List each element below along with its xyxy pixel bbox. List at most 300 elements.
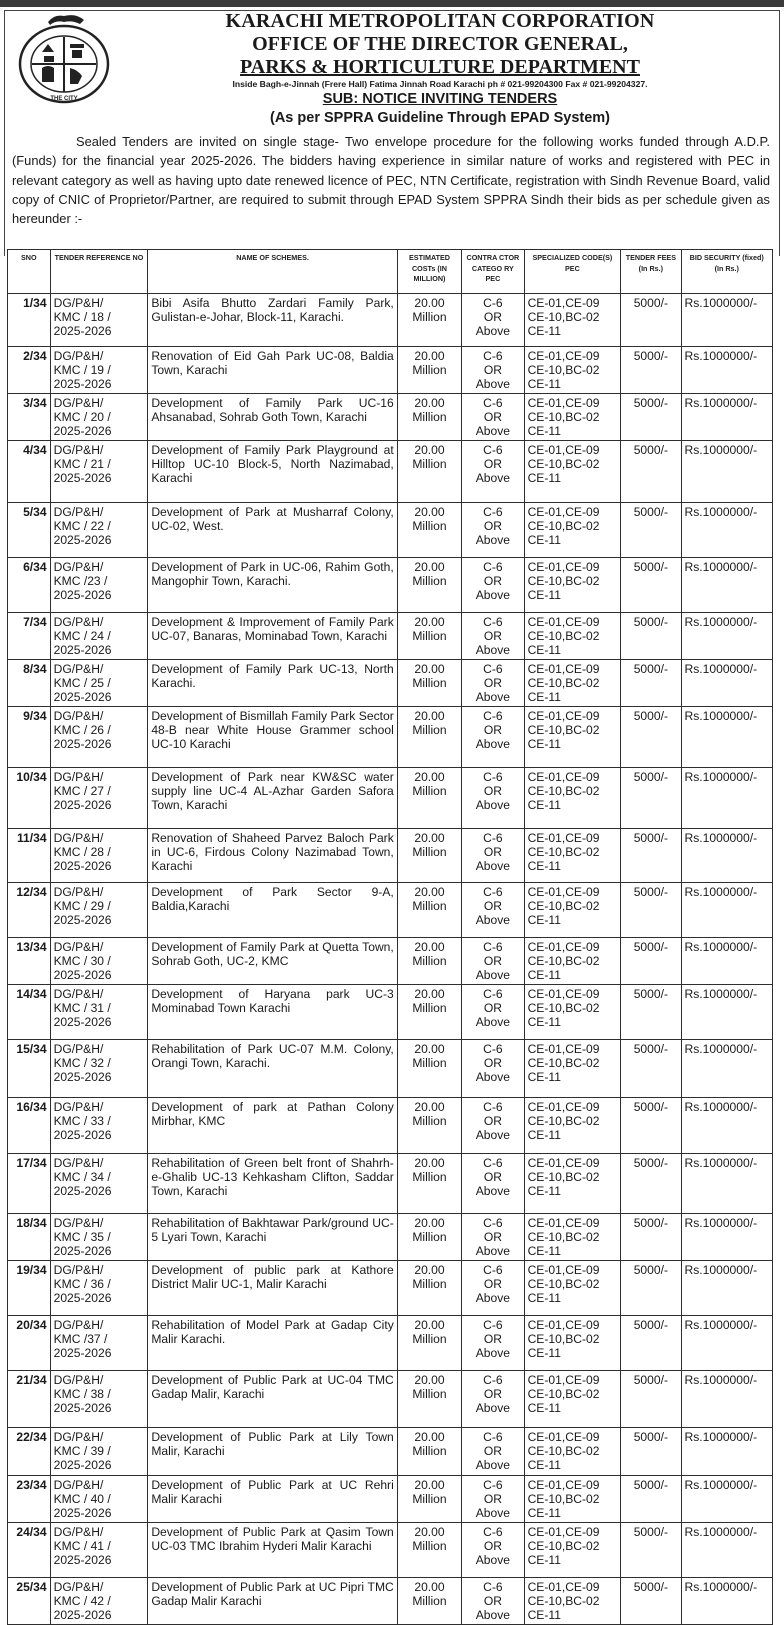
cell-estimated-cost bbox=[397, 1154, 461, 1214]
cell-estimated-cost bbox=[397, 613, 461, 660]
cell-reference bbox=[50, 1261, 148, 1316]
col-header-cost: ESTIMATED COSTs (IN MILLION) bbox=[397, 250, 461, 294]
cell-reference-line: 2025-2026 bbox=[53, 1070, 112, 1084]
cell-reference-line: KMC /37 / bbox=[53, 1332, 108, 1346]
cell-sno: 9/34 bbox=[8, 707, 51, 768]
cell-reference bbox=[50, 613, 148, 660]
col-header-category: CONTRA CTOR CATEGO RY PEC bbox=[462, 250, 524, 294]
cell-reference bbox=[50, 1578, 148, 1625]
cell-contractor-category bbox=[462, 1154, 524, 1214]
cell-contractor-category bbox=[462, 394, 524, 441]
cell-estimated-cost-line: Million bbox=[412, 1387, 447, 1401]
cell-specialized-codes-line: CE-10,BC-02 bbox=[527, 457, 600, 471]
cell-reference-line: 2025-2026 bbox=[53, 1184, 112, 1198]
cell-specialized-codes-line: CE-11 bbox=[527, 913, 561, 927]
cell-estimated-cost bbox=[397, 1371, 461, 1428]
cell-scheme-name: Development of Public Park at Qasim Town UC-03 TMC Ibrahim Hyderi Malir Karachi bbox=[148, 1523, 397, 1578]
cell-tender-fee: 5000/- bbox=[621, 1040, 681, 1098]
cell-contractor-category-line: C-6 bbox=[483, 1042, 503, 1056]
cell-bid-security: Rs.1000000/- bbox=[681, 1476, 773, 1523]
cell-contractor-category-line: OR bbox=[483, 1001, 502, 1015]
cell-reference bbox=[50, 707, 148, 768]
cell-contractor-category-line: Above bbox=[475, 913, 511, 927]
cell-reference bbox=[50, 1154, 148, 1214]
cell-estimated-cost bbox=[397, 707, 461, 768]
cell-contractor-category bbox=[462, 1476, 524, 1523]
cell-estimated-cost-line: Million bbox=[412, 1594, 447, 1608]
cell-reference bbox=[50, 503, 148, 558]
cell-reference-line: KMC / 40 / bbox=[53, 1492, 111, 1506]
cell-reference-line: DG/P&H/ bbox=[53, 709, 104, 723]
cell-estimated-cost-line: 20.00 bbox=[414, 1042, 445, 1056]
cell-contractor-category bbox=[462, 1261, 524, 1316]
cell-specialized-codes-line: CE-01,CE-09 bbox=[527, 1525, 600, 1539]
cell-sno: 12/34 bbox=[8, 883, 51, 938]
cell-bid-security: Rs.1000000/- bbox=[681, 985, 773, 1040]
cell-reference-line: KMC / 33 / bbox=[53, 1114, 111, 1128]
cell-sno: 24/34 bbox=[8, 1523, 51, 1578]
cell-estimated-cost-line: Million bbox=[412, 845, 447, 859]
cell-bid-security: Rs.1000000/- bbox=[681, 1316, 773, 1371]
cell-estimated-cost bbox=[397, 1214, 461, 1261]
cell-scheme-name: Bibi Asifa Bhutto Zardari Family Park, Gulistan-e-Johar, Block-11, Karachi. bbox=[148, 294, 397, 347]
cell-specialized-codes bbox=[524, 503, 621, 558]
cell-reference-line: 2025-2026 bbox=[53, 690, 112, 704]
cell-specialized-codes bbox=[524, 1214, 621, 1261]
cell-sno: 17/34 bbox=[8, 1154, 51, 1214]
table-row bbox=[8, 1040, 773, 1098]
cell-contractor-category-line: Above bbox=[475, 1015, 511, 1029]
tender-table bbox=[7, 249, 773, 1625]
cell-specialized-codes bbox=[524, 768, 621, 829]
cell-specialized-codes-line: CE-11 bbox=[527, 1553, 561, 1567]
cell-bid-security: Rs.1000000/- bbox=[681, 768, 773, 829]
cell-reference-line: 2025-2026 bbox=[53, 1244, 112, 1258]
cell-contractor-category bbox=[462, 1316, 524, 1371]
cell-specialized-codes bbox=[524, 613, 621, 660]
table-row bbox=[8, 1316, 773, 1371]
cell-tender-fee: 5000/- bbox=[621, 1371, 681, 1428]
cell-reference-line: 2025-2026 bbox=[53, 533, 112, 547]
cell-specialized-codes-line: CE-10,BC-02 bbox=[527, 1114, 600, 1128]
table-row bbox=[8, 1098, 773, 1154]
cell-contractor-category-line: OR bbox=[483, 1444, 502, 1458]
cell-tender-fee: 5000/- bbox=[621, 294, 681, 347]
cell-reference-line: KMC / 25 / bbox=[53, 676, 111, 690]
table-row bbox=[8, 768, 773, 829]
cell-specialized-codes-line: CE-01,CE-09 bbox=[527, 662, 600, 676]
table-row bbox=[8, 1154, 773, 1214]
cell-contractor-category-line: OR bbox=[483, 784, 502, 798]
cell-specialized-codes-line: CE-01,CE-09 bbox=[527, 349, 600, 363]
cell-scheme-name: Development of Public Park at UC Pipri TMC Gadap Malir Karachi bbox=[148, 1578, 397, 1625]
cell-contractor-category-line: C-6 bbox=[483, 1478, 503, 1492]
cell-specialized-codes-line: CE-10,BC-02 bbox=[527, 1277, 600, 1291]
cell-specialized-codes bbox=[524, 294, 621, 347]
cell-contractor-category-line: C-6 bbox=[483, 396, 503, 410]
cell-reference-line: 2025-2026 bbox=[53, 1015, 112, 1029]
cell-contractor-category-line: OR bbox=[483, 310, 502, 324]
cell-specialized-codes bbox=[524, 1098, 621, 1154]
cell-specialized-codes-line: CE-01,CE-09 bbox=[527, 1263, 600, 1277]
cell-reference-line: KMC / 24 / bbox=[53, 629, 111, 643]
cell-reference bbox=[50, 1040, 148, 1098]
cell-specialized-codes-line: CE-11 bbox=[527, 1291, 561, 1305]
cell-scheme-name: Renovation of Eid Gah Park UC-08, Baldia Town, Karachi bbox=[148, 347, 397, 394]
table-row bbox=[8, 883, 773, 938]
cell-estimated-cost-line: 20.00 bbox=[414, 615, 445, 629]
cell-contractor-category-line: C-6 bbox=[483, 443, 503, 457]
cell-scheme-name: Development of Park at Musharraf Colony, UC-02, West. bbox=[148, 503, 397, 558]
cell-specialized-codes-line: CE-01,CE-09 bbox=[527, 396, 600, 410]
intro-text: Sealed Tenders are invited on single stage- Two envelope procedure for the following works funded through A.D.P. (Funds) for the financial year 2025-2026. The bidders having experience in similar nature of works and registered with PEC in relevant category as well as having upto date renewed licence of PEC, NTN Certificate, registration with Sindh Revenue Board, valid copy of CNIC of Proprietor/Partner, are required to submit through EPAD System SPPRA Sindh their bids as per schedule given as hereunder :- bbox=[12, 134, 770, 227]
cell-reference-line: DG/P&H/ bbox=[53, 1100, 104, 1114]
cell-sno: 15/34 bbox=[8, 1040, 51, 1098]
cell-specialized-codes-line: CE-01,CE-09 bbox=[527, 831, 600, 845]
cell-specialized-codes-line: CE-01,CE-09 bbox=[527, 615, 600, 629]
cell-tender-fee: 5000/- bbox=[621, 1316, 681, 1371]
table-row bbox=[8, 1523, 773, 1578]
cell-specialized-codes-line: CE-10,BC-02 bbox=[527, 1444, 600, 1458]
cell-contractor-category-line: OR bbox=[483, 519, 502, 533]
cell-tender-fee: 5000/- bbox=[621, 1523, 681, 1578]
cell-estimated-cost bbox=[397, 768, 461, 829]
cell-sno: 19/34 bbox=[8, 1261, 51, 1316]
cell-reference-line: KMC / 29 / bbox=[53, 899, 111, 913]
cell-specialized-codes-line: CE-10,BC-02 bbox=[527, 574, 600, 588]
cell-reference-line: KMC / 31 / bbox=[53, 1001, 111, 1015]
cell-specialized-codes bbox=[524, 660, 621, 707]
cell-reference bbox=[50, 1316, 148, 1371]
cell-reference-line: KMC / 32 / bbox=[53, 1056, 111, 1070]
cell-specialized-codes-line: CE-01,CE-09 bbox=[527, 1478, 600, 1492]
cell-specialized-codes bbox=[524, 883, 621, 938]
cell-tender-fee: 5000/- bbox=[621, 1214, 681, 1261]
cell-reference bbox=[50, 1098, 148, 1154]
cell-reference-line: DG/P&H/ bbox=[53, 296, 104, 310]
cell-reference-line: KMC / 19 / bbox=[53, 363, 111, 377]
cell-sno: 25/34 bbox=[8, 1578, 51, 1625]
cell-sno: 14/34 bbox=[8, 985, 51, 1040]
cell-estimated-cost bbox=[397, 1476, 461, 1523]
cell-estimated-cost bbox=[397, 938, 461, 985]
cell-contractor-category-line: C-6 bbox=[483, 1100, 503, 1114]
cell-bid-security: Rs.1000000/- bbox=[681, 441, 773, 503]
cell-reference bbox=[50, 985, 148, 1040]
cell-contractor-category bbox=[462, 707, 524, 768]
cell-reference bbox=[50, 441, 148, 503]
cell-contractor-category-line: Above bbox=[475, 798, 511, 812]
cell-scheme-name: Development of Bismillah Family Park Sector 48-B near White House Grammer school UC-10 Karachi bbox=[148, 707, 397, 768]
cell-specialized-codes-line: CE-10,BC-02 bbox=[527, 1594, 600, 1608]
cell-bid-security: Rs.1000000/- bbox=[681, 1040, 773, 1098]
table-row bbox=[8, 613, 773, 660]
cell-reference bbox=[50, 829, 148, 883]
cell-estimated-cost-line: Million bbox=[412, 1492, 447, 1506]
cell-specialized-codes bbox=[524, 1523, 621, 1578]
cell-reference-line: DG/P&H/ bbox=[53, 1525, 104, 1539]
cell-specialized-codes bbox=[524, 985, 621, 1040]
cell-specialized-codes-line: CE-01,CE-09 bbox=[527, 1216, 600, 1230]
cell-estimated-cost bbox=[397, 1098, 461, 1154]
cell-sno: 11/34 bbox=[8, 829, 51, 883]
cell-estimated-cost-line: Million bbox=[412, 629, 447, 643]
cell-specialized-codes-line: CE-01,CE-09 bbox=[527, 770, 600, 784]
cell-reference-line: 2025-2026 bbox=[53, 913, 112, 927]
cell-contractor-category bbox=[462, 1040, 524, 1098]
cell-specialized-codes bbox=[524, 394, 621, 441]
cell-scheme-name: Development of Public Park at Lily Town Malir, Karachi bbox=[148, 1428, 397, 1476]
cell-reference bbox=[50, 938, 148, 985]
cell-estimated-cost-line: Million bbox=[412, 1001, 447, 1015]
kmc-seal-logo bbox=[14, 12, 114, 104]
cell-estimated-cost-line: Million bbox=[412, 954, 447, 968]
cell-reference-line: KMC / 26 / bbox=[53, 723, 111, 737]
cell-estimated-cost-line: 20.00 bbox=[414, 662, 445, 676]
table-row bbox=[8, 394, 773, 441]
cell-sno: 13/34 bbox=[8, 938, 51, 985]
cell-contractor-category-line: C-6 bbox=[483, 1525, 503, 1539]
cell-contractor-category-line: OR bbox=[483, 1492, 502, 1506]
address-line: Inside Bagh-e-Jinnah (Frere Hall) Fatima Jinnah Road Karachi ph # 021-99204300 Fax # 021-99204327. bbox=[232, 79, 648, 89]
cell-reference bbox=[50, 1476, 148, 1523]
cell-reference bbox=[50, 347, 148, 394]
cell-contractor-category bbox=[462, 829, 524, 883]
cell-estimated-cost bbox=[397, 1316, 461, 1371]
table-row bbox=[8, 347, 773, 394]
col-header-sno: SNO bbox=[8, 250, 51, 294]
cell-specialized-codes-line: CE-11 bbox=[527, 471, 561, 485]
cell-tender-fee: 5000/- bbox=[621, 613, 681, 660]
cell-scheme-name: Rehabilitation of Green belt front of Shahrh-e-Ghalib UC-13 Kehkasham Clifton, Saddar Town, Karachi bbox=[148, 1154, 397, 1214]
cell-specialized-codes-line: CE-10,BC-02 bbox=[527, 899, 600, 913]
cell-contractor-category bbox=[462, 938, 524, 985]
cell-bid-security: Rs.1000000/- bbox=[681, 394, 773, 441]
cell-estimated-cost bbox=[397, 1040, 461, 1098]
cell-sno: 10/34 bbox=[8, 768, 51, 829]
cell-sno: 18/34 bbox=[8, 1214, 51, 1261]
cell-scheme-name: Development of Public Park at UC Rehri Malir Karachi bbox=[148, 1476, 397, 1523]
cell-contractor-category-line: OR bbox=[483, 410, 502, 424]
department-title: PARKS & HORTICULTURE DEPARTMENT bbox=[240, 56, 640, 78]
cell-reference-line: KMC / 18 / bbox=[53, 310, 111, 324]
cell-specialized-codes bbox=[524, 829, 621, 883]
cell-specialized-codes bbox=[524, 1261, 621, 1316]
cell-estimated-cost bbox=[397, 394, 461, 441]
cell-contractor-category-line: Above bbox=[475, 1128, 511, 1142]
cell-scheme-name: Development of Public Park at UC-04 TMC Gadap Malir, Karachi bbox=[148, 1371, 397, 1428]
cell-reference-line: 2025-2026 bbox=[53, 471, 112, 485]
cell-estimated-cost-line: Million bbox=[412, 574, 447, 588]
cell-scheme-name: Development of Park Sector 9-A, Baldia,Karachi bbox=[148, 883, 397, 938]
cell-contractor-category-line: OR bbox=[483, 845, 502, 859]
cell-estimated-cost-line: 20.00 bbox=[414, 1525, 445, 1539]
cell-contractor-category bbox=[462, 883, 524, 938]
cell-estimated-cost-line: Million bbox=[412, 1170, 447, 1184]
cell-specialized-codes-line: CE-10,BC-02 bbox=[527, 1332, 600, 1346]
cell-bid-security: Rs.1000000/- bbox=[681, 1261, 773, 1316]
cell-specialized-codes-line: CE-01,CE-09 bbox=[527, 1580, 600, 1594]
cell-tender-fee: 5000/- bbox=[621, 707, 681, 768]
cell-contractor-category-line: Above bbox=[475, 859, 511, 873]
cell-bid-security: Rs.1000000/- bbox=[681, 707, 773, 768]
cell-contractor-category-line: Above bbox=[475, 1291, 511, 1305]
cell-estimated-cost-line: Million bbox=[412, 1332, 447, 1346]
cell-specialized-codes-line: CE-11 bbox=[527, 1244, 561, 1258]
cell-contractor-category-line: Above bbox=[475, 471, 511, 485]
cell-specialized-codes bbox=[524, 441, 621, 503]
cell-scheme-name: Development of Park in UC-06, Rahim Goth, Mangophir Town, Karachi. bbox=[148, 558, 397, 613]
cell-contractor-category-line: C-6 bbox=[483, 1318, 503, 1332]
cell-reference-line: 2025-2026 bbox=[53, 968, 112, 982]
cell-contractor-category bbox=[462, 503, 524, 558]
cell-specialized-codes-line: CE-01,CE-09 bbox=[527, 1430, 600, 1444]
cell-specialized-codes-line: CE-10,BC-02 bbox=[527, 1387, 600, 1401]
cell-reference-line: 2025-2026 bbox=[53, 1608, 112, 1622]
cell-estimated-cost-line: Million bbox=[412, 1277, 447, 1291]
cell-bid-security: Rs.1000000/- bbox=[681, 1154, 773, 1214]
cell-tender-fee: 5000/- bbox=[621, 1098, 681, 1154]
cell-estimated-cost-line: Million bbox=[412, 723, 447, 737]
cell-reference-line: 2025-2026 bbox=[53, 859, 112, 873]
table-row bbox=[8, 660, 773, 707]
cell-specialized-codes-line: CE-11 bbox=[527, 859, 561, 873]
cell-contractor-category bbox=[462, 294, 524, 347]
cell-scheme-name: Rehabilitation of Model Park at Gadap City Malir Karachi. bbox=[148, 1316, 397, 1371]
cell-sno: 2/34 bbox=[8, 347, 51, 394]
cell-contractor-category bbox=[462, 1098, 524, 1154]
cell-specialized-codes-line: CE-10,BC-02 bbox=[527, 629, 600, 643]
cell-contractor-category-line: OR bbox=[483, 1230, 502, 1244]
cell-reference-line: 2025-2026 bbox=[53, 1401, 112, 1415]
cell-contractor-category-line: Above bbox=[475, 1401, 511, 1415]
cell-tender-fee: 5000/- bbox=[621, 768, 681, 829]
cell-estimated-cost bbox=[397, 503, 461, 558]
cell-estimated-cost-line: 20.00 bbox=[414, 1263, 445, 1277]
top-border bbox=[0, 0, 784, 7]
cell-contractor-category-line: C-6 bbox=[483, 831, 503, 845]
cell-contractor-category-line: Above bbox=[475, 968, 511, 982]
cell-tender-fee: 5000/- bbox=[621, 1428, 681, 1476]
cell-estimated-cost bbox=[397, 1261, 461, 1316]
cell-estimated-cost-line: Million bbox=[412, 899, 447, 913]
col-header-codes: SPECIALIZED CODE(S) PEC bbox=[524, 250, 621, 294]
cell-contractor-category-line: Above bbox=[475, 1070, 511, 1084]
cell-specialized-codes-line: CE-01,CE-09 bbox=[527, 296, 600, 310]
cell-scheme-name: Development of Family Park Playground at Hilltop UC-10 Block-5, North Nazimabad, Karachi bbox=[148, 441, 397, 503]
cell-reference-line: KMC / 39 / bbox=[53, 1444, 111, 1458]
intro-paragraph bbox=[12, 132, 770, 228]
cell-specialized-codes-line: CE-11 bbox=[527, 690, 561, 704]
table-row bbox=[8, 294, 773, 347]
cell-contractor-category-line: OR bbox=[483, 629, 502, 643]
cell-tender-fee: 5000/- bbox=[621, 985, 681, 1040]
cell-estimated-cost bbox=[397, 1578, 461, 1625]
cell-reference bbox=[50, 394, 148, 441]
cell-sno: 7/34 bbox=[8, 613, 51, 660]
cell-reference-line: KMC / 28 / bbox=[53, 845, 111, 859]
cell-contractor-category-line: C-6 bbox=[483, 940, 503, 954]
cell-contractor-category bbox=[462, 613, 524, 660]
cell-specialized-codes-line: CE-01,CE-09 bbox=[527, 1156, 600, 1170]
cell-contractor-category-line: Above bbox=[475, 377, 511, 391]
cell-tender-fee: 5000/- bbox=[621, 1261, 681, 1316]
cell-specialized-codes-line: CE-11 bbox=[527, 1070, 561, 1084]
cell-reference-line: DG/P&H/ bbox=[53, 987, 104, 1001]
table-row bbox=[8, 829, 773, 883]
subject-line: SUB: NOTICE INVITING TENDERS bbox=[322, 91, 558, 107]
cell-specialized-codes bbox=[524, 1154, 621, 1214]
cell-contractor-category-line: C-6 bbox=[483, 709, 503, 723]
cell-specialized-codes bbox=[524, 1371, 621, 1428]
cell-sno: 4/34 bbox=[8, 441, 51, 503]
cell-reference-line: KMC / 36 / bbox=[53, 1277, 111, 1291]
col-header-scheme: NAME OF SCHEMES. bbox=[148, 250, 397, 294]
cell-estimated-cost-line: Million bbox=[412, 519, 447, 533]
cell-tender-fee: 5000/- bbox=[621, 660, 681, 707]
cell-specialized-codes-line: CE-10,BC-02 bbox=[527, 676, 600, 690]
cell-contractor-category-line: Above bbox=[475, 1244, 511, 1258]
cell-contractor-category-line: Above bbox=[475, 424, 511, 438]
cell-reference-line: 2025-2026 bbox=[53, 1458, 112, 1472]
cell-specialized-codes-line: CE-10,BC-02 bbox=[527, 410, 600, 424]
cell-specialized-codes bbox=[524, 1040, 621, 1098]
col-header-reference: TENDER REFERENCE NO bbox=[50, 250, 148, 294]
cell-reference-line: DG/P&H/ bbox=[53, 770, 104, 784]
cell-specialized-codes bbox=[524, 1476, 621, 1523]
cell-tender-fee: 5000/- bbox=[621, 441, 681, 503]
cell-estimated-cost-line: 20.00 bbox=[414, 1580, 445, 1594]
cell-reference-line: KMC / 20 / bbox=[53, 410, 111, 424]
cell-estimated-cost bbox=[397, 347, 461, 394]
table-row bbox=[8, 503, 773, 558]
cell-sno: 6/34 bbox=[8, 558, 51, 613]
cell-estimated-cost-line: 20.00 bbox=[414, 940, 445, 954]
cell-specialized-codes-line: CE-11 bbox=[527, 1128, 561, 1142]
cell-estimated-cost-line: 20.00 bbox=[414, 505, 445, 519]
cell-estimated-cost-line: Million bbox=[412, 363, 447, 377]
cell-contractor-category-line: C-6 bbox=[483, 505, 503, 519]
cell-reference-line: DG/P&H/ bbox=[53, 443, 104, 457]
cell-specialized-codes-line: CE-01,CE-09 bbox=[527, 940, 600, 954]
cell-contractor-category-line: OR bbox=[483, 676, 502, 690]
cell-estimated-cost-line: Million bbox=[412, 1114, 447, 1128]
cell-specialized-codes-line: CE-01,CE-09 bbox=[527, 1318, 600, 1332]
table-row bbox=[8, 707, 773, 768]
cell-contractor-category bbox=[462, 1428, 524, 1476]
cell-estimated-cost-line: 20.00 bbox=[414, 396, 445, 410]
table-row bbox=[8, 1261, 773, 1316]
cell-specialized-codes-line: CE-01,CE-09 bbox=[527, 1042, 600, 1056]
cell-specialized-codes bbox=[524, 707, 621, 768]
cell-reference-line: DG/P&H/ bbox=[53, 396, 104, 410]
cell-estimated-cost-line: Million bbox=[412, 1056, 447, 1070]
cell-estimated-cost bbox=[397, 1523, 461, 1578]
cell-contractor-category-line: OR bbox=[483, 1332, 502, 1346]
cell-sno: 21/34 bbox=[8, 1371, 51, 1428]
cell-estimated-cost-line: Million bbox=[412, 310, 447, 324]
cell-specialized-codes-line: CE-10,BC-02 bbox=[527, 1492, 600, 1506]
cell-specialized-codes-line: CE-11 bbox=[527, 1608, 561, 1622]
cell-estimated-cost-line: 20.00 bbox=[414, 709, 445, 723]
cell-reference-line: 2025-2026 bbox=[53, 798, 112, 812]
cell-specialized-codes-line: CE-11 bbox=[527, 1401, 561, 1415]
cell-contractor-category-line: C-6 bbox=[483, 1156, 503, 1170]
cell-contractor-category bbox=[462, 1371, 524, 1428]
table-row bbox=[8, 1428, 773, 1476]
cell-reference bbox=[50, 1523, 148, 1578]
table-header-row bbox=[8, 250, 773, 294]
